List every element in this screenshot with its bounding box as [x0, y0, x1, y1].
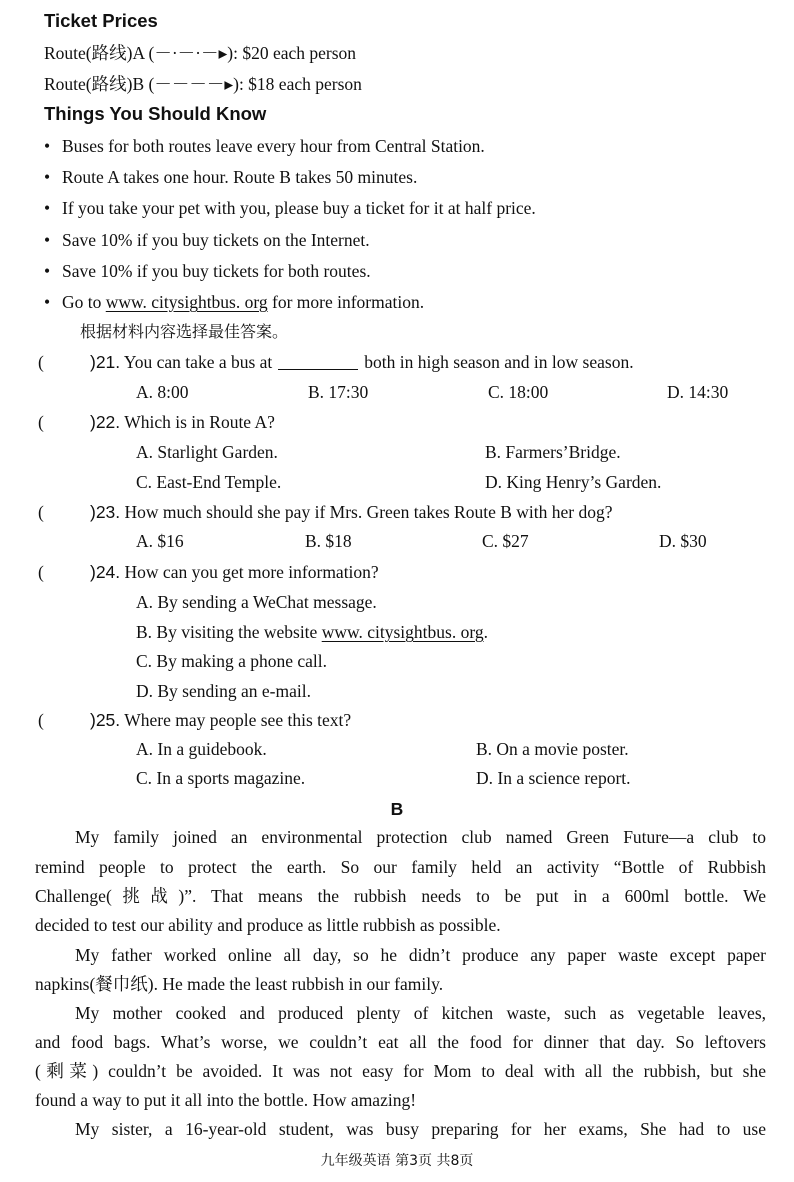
page-footer: 九年级英语 第3页 共8页 — [320, 1153, 474, 1169]
answer-paren: ( — [38, 710, 44, 730]
section-b-title: B — [390, 799, 404, 819]
bullet-icon: • — [44, 261, 51, 281]
option-a: A. 8:00 — [136, 382, 189, 402]
ticket-prices-heading: Ticket Prices — [44, 10, 158, 31]
option-b: B. $18 — [305, 531, 352, 551]
bullet-icon: • — [44, 198, 51, 218]
things-heading: Things You Should Know — [44, 103, 267, 124]
option-d: D. $30 — [659, 531, 707, 551]
bullet-icon: • — [44, 136, 51, 156]
bullet-icon: • — [44, 167, 51, 187]
paragraph-line: found a way to put it all into the bottle. How amazing! — [35, 1090, 417, 1110]
website-link[interactable]: www. citysightbus. org — [105, 292, 268, 312]
option-c: C. $27 — [482, 531, 529, 551]
option-a: A. Starlight Garden. — [136, 442, 278, 462]
option-b: B. By visiting the website www. citysightbus. org. — [136, 622, 488, 642]
question-23: )23. How much should she pay if Mrs. Green takes Route B with her dog? — [90, 502, 613, 522]
option-d: D. By sending an e-mail. — [136, 681, 311, 701]
question-25: )25. Where may people see this text? — [90, 710, 352, 730]
paragraph-line: remind people to protect the earth. So our family held an activity “Bottle of Rubbish — [35, 857, 766, 877]
option-d: D. King Henry’s Garden. — [485, 472, 662, 492]
answer-paren: ( — [38, 562, 44, 582]
paragraph-line: My father worked online all day, so he didn’t produce any paper waste except paper — [75, 945, 766, 965]
option-c: C. In a sports magazine. — [136, 768, 306, 788]
option-a: A. $16 — [136, 531, 184, 551]
question-24: )24. How can you get more information? — [90, 562, 379, 582]
option-c: C. East-End Temple. — [136, 472, 282, 492]
bullet-icon: • — [44, 292, 51, 312]
list-item: • Route A takes one hour. Route B takes 50 minutes. — [44, 167, 418, 187]
paragraph-line: decided to test our ability and produce as little rubbish as possible. — [35, 915, 501, 935]
option-c: C. 18:00 — [488, 382, 549, 402]
list-item: • Save 10% if you buy tickets for both routes. — [44, 261, 371, 281]
paragraph-line: My mother cooked and produced plenty of kitchen waste, such as vegetable leaves, — [75, 1003, 766, 1023]
paragraph-line: Challenge(挑战)”. That means the rubbish needs to be put in a 600ml bottle. We — [35, 886, 766, 906]
option-d: D. In a science report. — [476, 768, 631, 788]
answer-blank — [278, 351, 358, 370]
question-22: )22. Which is in Route A? — [90, 412, 275, 432]
option-b: B. Farmers’Bridge. — [485, 442, 621, 462]
bullet-icon: • — [44, 230, 51, 250]
paragraph-line: and food bags. What’s worse, we couldn’t eat all the food for dinner that day. So leftovers — [35, 1032, 766, 1052]
answer-paren: ( — [38, 412, 44, 432]
option-a: A. In a guidebook. — [136, 739, 267, 759]
answer-paren: ( — [38, 502, 44, 522]
option-b: B. 17:30 — [308, 382, 369, 402]
option-c: C. By making a phone call. — [136, 651, 328, 671]
paragraph-line: My family joined an environmental protection club named Green Future—a club to — [75, 827, 766, 847]
list-item: • Go to www. citysightbus. org for more information. — [44, 292, 425, 312]
route-a-price: Route(路线)A (－·－·－▸): $20 each person — [44, 43, 357, 63]
website-link[interactable]: www. citysightbus. org — [321, 622, 484, 642]
list-item: • Save 10% if you buy tickets on the Internet. — [44, 230, 370, 250]
option-b: B. On a movie poster. — [476, 739, 629, 759]
list-item: • If you take your pet with you, please buy a ticket for it at half price. — [44, 198, 536, 218]
instruction-text: 根据材料内容选择最佳答案。 — [80, 322, 289, 341]
answer-paren: ( — [38, 352, 44, 372]
route-b-price: Route(路线)B (－－－－▸): $18 each person — [44, 74, 362, 94]
option-d: D. 14:30 — [667, 382, 729, 402]
option-a: A. By sending a WeChat message. — [136, 592, 377, 612]
paragraph-line: (剩菜) couldn’t be avoided. It was not easy for Mom to deal with all the rubbish, but she — [35, 1061, 766, 1081]
paragraph-line: My sister, a 16-year-old student, was busy preparing for her exams, She had to use — [75, 1119, 766, 1139]
paragraph-line: napkins(餐巾纸). He made the least rubbish in our family. — [35, 974, 444, 994]
list-item: • Buses for both routes leave every hour from Central Station. — [44, 136, 485, 156]
question-21: )21. You can take a bus at both in high season and in low season. — [90, 352, 634, 372]
